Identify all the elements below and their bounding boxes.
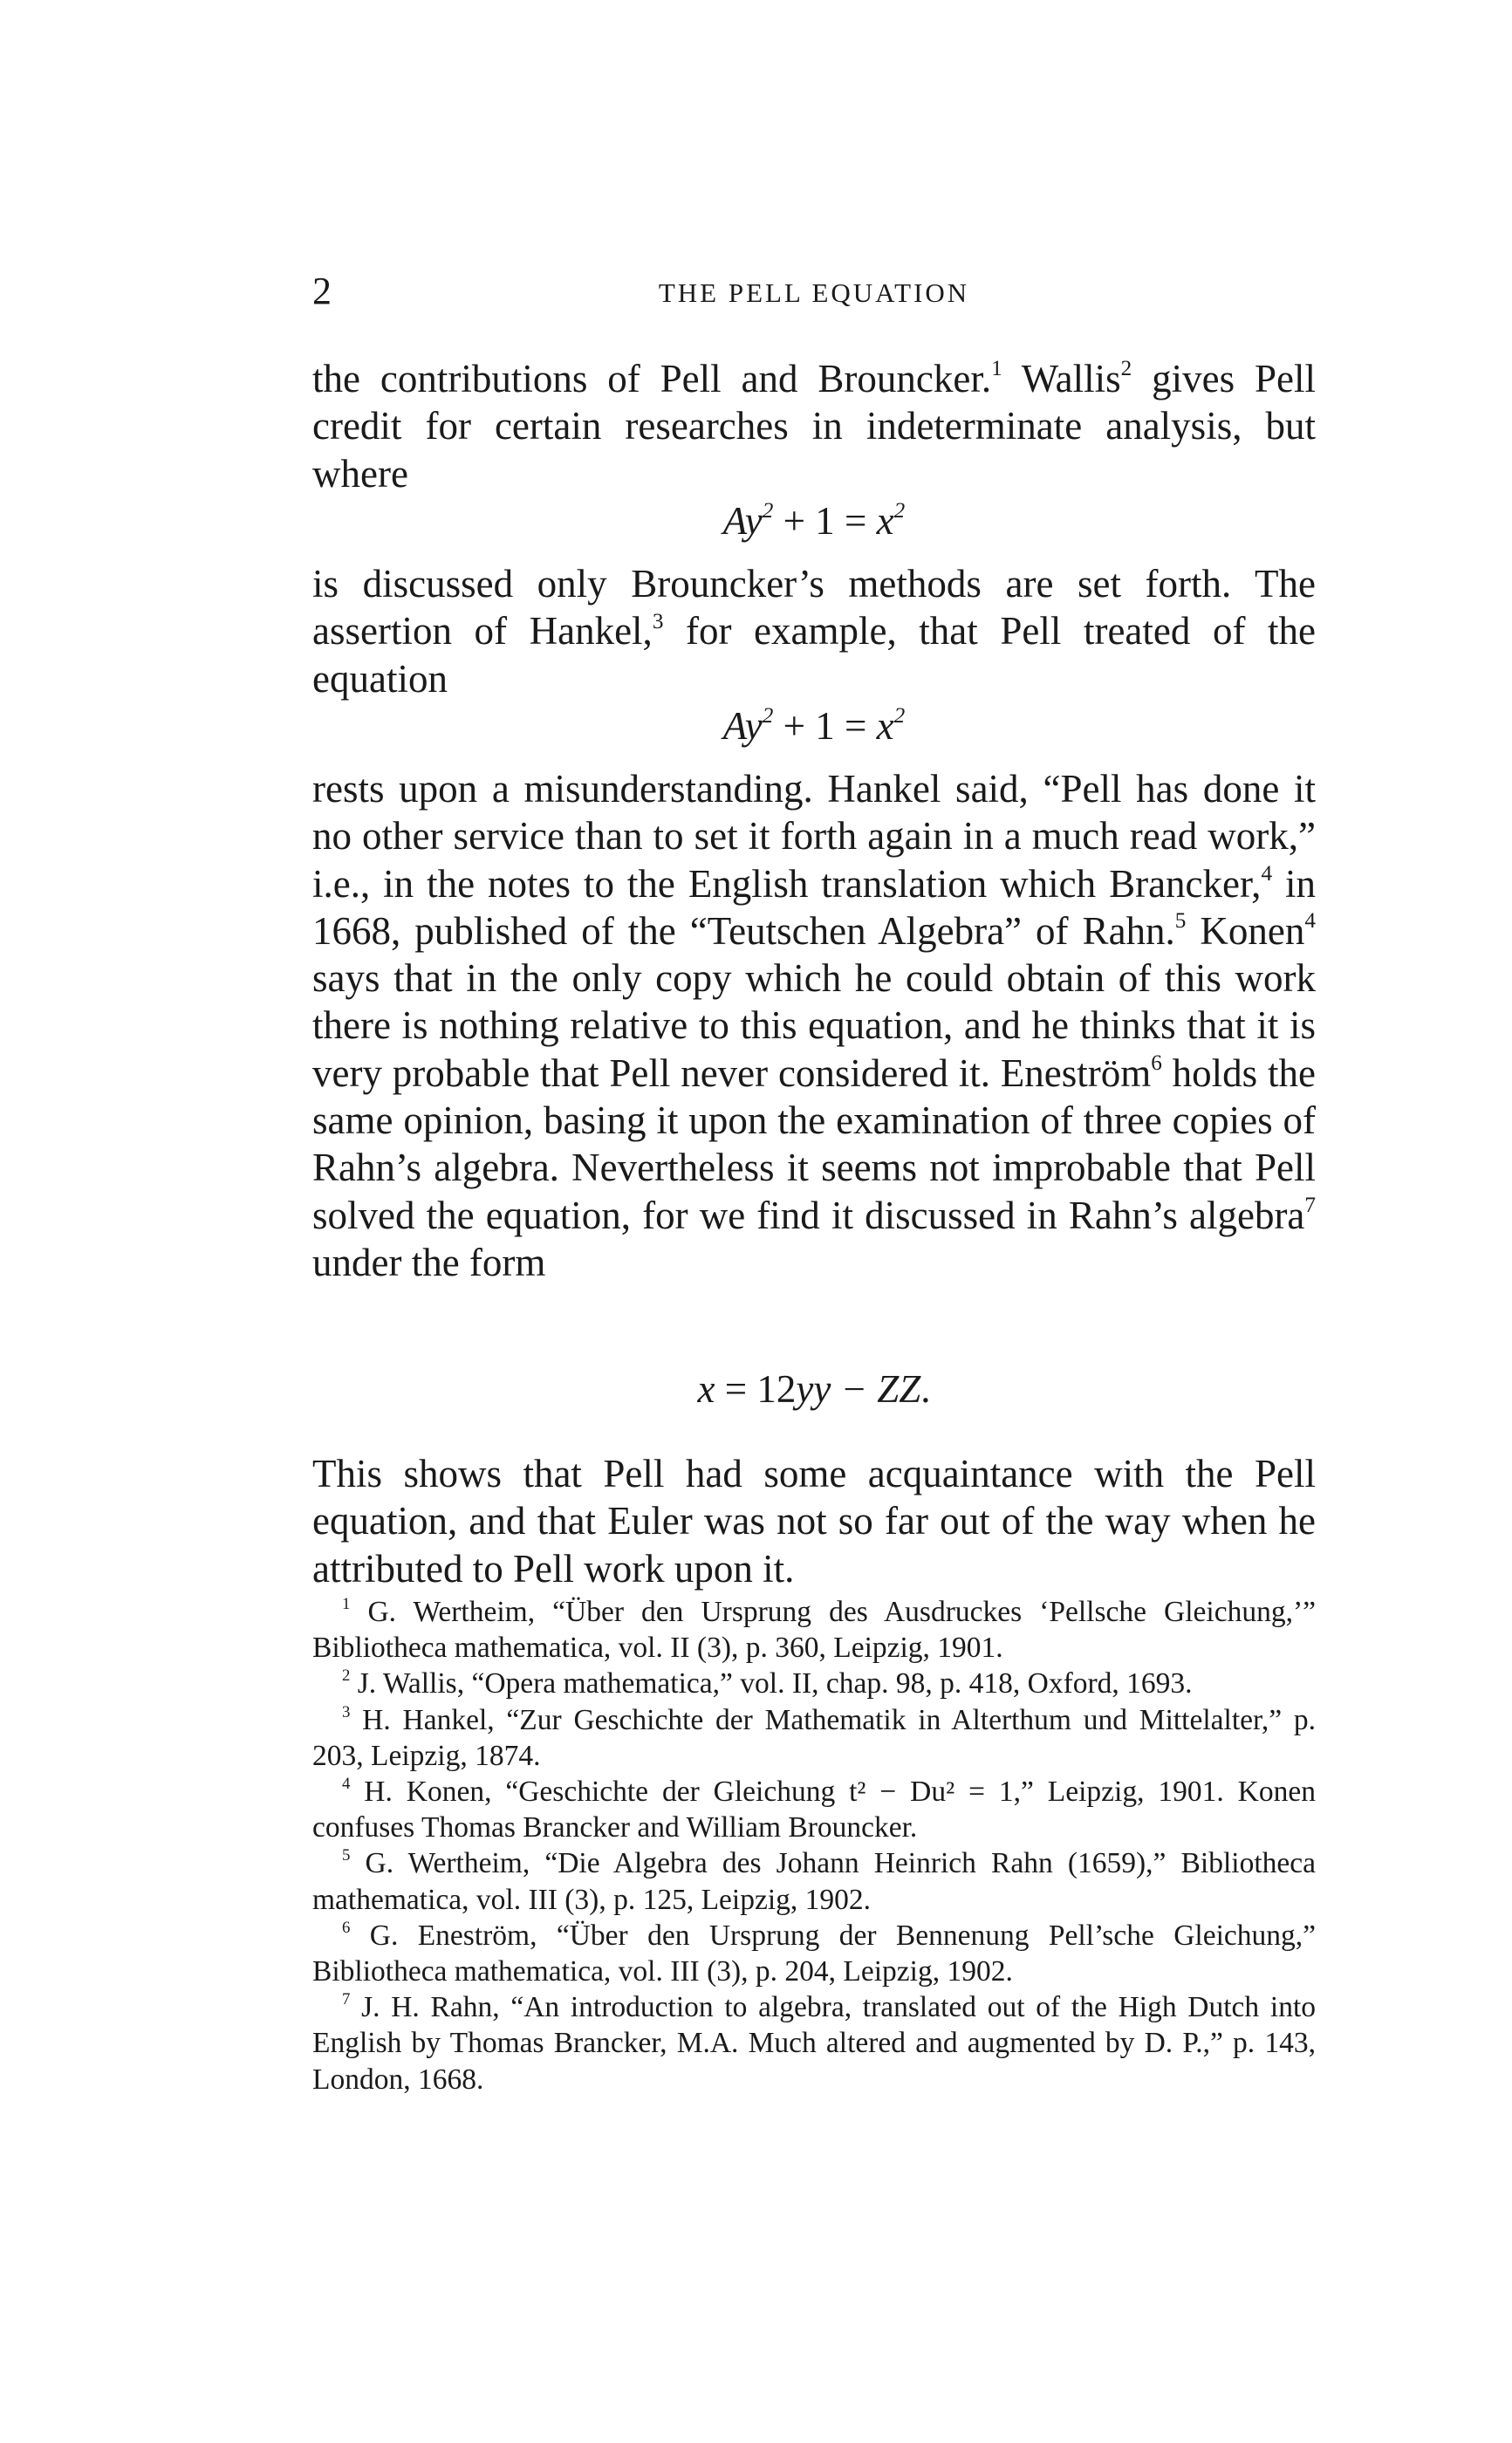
body-text-span: rests upon a misunderstanding. Hankel said, “Pell has done it no other service than to set it forth again in a much read work,” i.e., in the notes to the English translation which Brancker, bbox=[312, 767, 1316, 906]
footnote-text: J. Wallis, “Opera mathematica,” vol. II, chap. 98, p. 418, Oxford, 1693. bbox=[350, 1667, 1193, 1701]
footnote-ref: 3 bbox=[652, 609, 664, 633]
eq-term: Ay bbox=[722, 704, 763, 748]
footnote-mark: 5 bbox=[342, 1846, 351, 1865]
eq-operator: = 12 bbox=[715, 1367, 797, 1411]
footnote-ref: 5 bbox=[1174, 909, 1187, 934]
eq-exponent: 2 bbox=[762, 704, 774, 729]
footnote-5 bbox=[312, 1845, 1316, 1917]
footnote-text: G. Wertheim, “Über den Ursprung des Ausdruckes ‘Pellsche Gleichung,’” Bibliotheca mathematica, vol. II (3), p. 360, Leipzig, 1901. bbox=[312, 1596, 1316, 1665]
footnote-text: J. H. Rahn, “An introduction to algebra, translated out of the High Dutch into English by Thomas Brancker, M.A. Much altered and augmented by D. P.,” p. 143, London, 1668. bbox=[312, 1991, 1316, 2096]
footnote-2 bbox=[312, 1666, 1316, 1701]
body-text-span: Wallis bbox=[1002, 357, 1121, 400]
footnote-ref: 2 bbox=[1120, 357, 1132, 381]
footnote-3 bbox=[312, 1702, 1316, 1774]
body-text-span: for example, that Pell treated of the equation bbox=[312, 609, 1316, 701]
footnote-mark: 7 bbox=[342, 1990, 351, 2009]
eq-punctuation: . bbox=[920, 1367, 931, 1411]
footnotes bbox=[312, 1594, 1316, 2097]
body-text-span: says that in the only copy which he could obtain of this work there is nothing relative to this equation, and he thinks that it is very probable that Pell never considered it. Eneström bbox=[312, 956, 1316, 1095]
footnote-4 bbox=[312, 1774, 1316, 1845]
body-text-span: holds the same opinion, basing it upon the examination of three copies of Rahn’s algebra. Nevertheless it seems not improbable that Pell solved the equation, for we find it discussed in Rahn’s algebra bbox=[312, 1050, 1316, 1237]
eq-term: Ay bbox=[722, 499, 763, 543]
body-paragraph-1 bbox=[312, 355, 1316, 497]
eq-term: yy − ZZ bbox=[796, 1367, 921, 1411]
footnote-1 bbox=[312, 1594, 1316, 1666]
body-text-span: in 1668, published of the “Teutschen Algebra” of Rahn. bbox=[312, 861, 1316, 953]
equation-2 bbox=[312, 702, 1316, 749]
footnote-7 bbox=[312, 1989, 1316, 2097]
body-text-span: Konen bbox=[1186, 908, 1305, 953]
footnote-text: H. Konen, “Geschichte der Gleichung t² − Du² = 1,” Leipzig, 1901. Konen confuses Thomas Brancker and William Brouncker. bbox=[312, 1776, 1316, 1844]
body-paragraph-4 bbox=[312, 1450, 1316, 1592]
footnote-ref: 1 bbox=[991, 357, 1002, 381]
eq-operator: + 1 = bbox=[773, 499, 877, 543]
footnote-text: G. Wertheim, “Die Algebra des Johann Heinrich Rahn (1659),” Bibliotheca mathematica, vol. III (3), p. 125, Leipzig, 1902. bbox=[312, 1847, 1316, 1916]
body-text-span: the contributions of Pell and Brouncker. bbox=[312, 357, 992, 400]
footnote-ref: 7 bbox=[1304, 1194, 1316, 1218]
page-number: 2 bbox=[312, 270, 332, 312]
eq-term: x bbox=[697, 1367, 715, 1411]
footnote-mark: 6 bbox=[342, 1918, 351, 1937]
footnote-mark: 1 bbox=[342, 1594, 351, 1613]
body-paragraph-2 bbox=[312, 560, 1316, 702]
body-text-span: This shows that Pell had some acquaintance with the Pell equation, and that Euler was not so far out of the way when he attributed to Pell work upon it. bbox=[312, 1452, 1316, 1591]
eq-operator: + 1 = bbox=[773, 704, 877, 748]
eq-exponent: 2 bbox=[893, 499, 906, 524]
footnote-text: H. Hankel, “Zur Geschichte der Mathematik in Alterthum und Mittelalter,” p. 203, Leipzig, 1874. bbox=[312, 1703, 1316, 1772]
footnote-6 bbox=[312, 1918, 1316, 1989]
footnote-mark: 2 bbox=[342, 1666, 351, 1686]
eq-term: x bbox=[876, 704, 894, 748]
body-text-span: under the form bbox=[312, 1240, 546, 1284]
footnote-ref: 4 bbox=[1261, 862, 1273, 886]
eq-exponent: 2 bbox=[893, 704, 906, 729]
eq-exponent: 2 bbox=[762, 499, 774, 524]
body-text-span: is discussed only Brouncker’s methods are set forth. The assertion of Hankel, bbox=[312, 562, 1316, 654]
equation-1 bbox=[312, 497, 1316, 544]
running-title: THE PELL EQUATION bbox=[658, 277, 970, 308]
footnote-ref: 4 bbox=[1304, 909, 1316, 934]
footnote-mark: 4 bbox=[342, 1774, 351, 1793]
body-paragraph-3 bbox=[312, 765, 1316, 1286]
footnote-ref: 6 bbox=[1151, 1051, 1162, 1076]
eq-term: x bbox=[876, 499, 894, 543]
equation-3 bbox=[312, 1365, 1316, 1413]
body-text-span: gives Pell credit for certain researches in indeterminate analysis, but where bbox=[312, 357, 1316, 496]
footnote-mark: 3 bbox=[342, 1702, 351, 1721]
footnote-text: G. Eneström, “Über den Ursprung der Bennenung Pell’sche Gleichung,” Bibliotheca mathematica, vol. III (3), p. 204, Leipzig, 1902. bbox=[312, 1919, 1316, 1988]
page-header bbox=[312, 269, 1316, 314]
